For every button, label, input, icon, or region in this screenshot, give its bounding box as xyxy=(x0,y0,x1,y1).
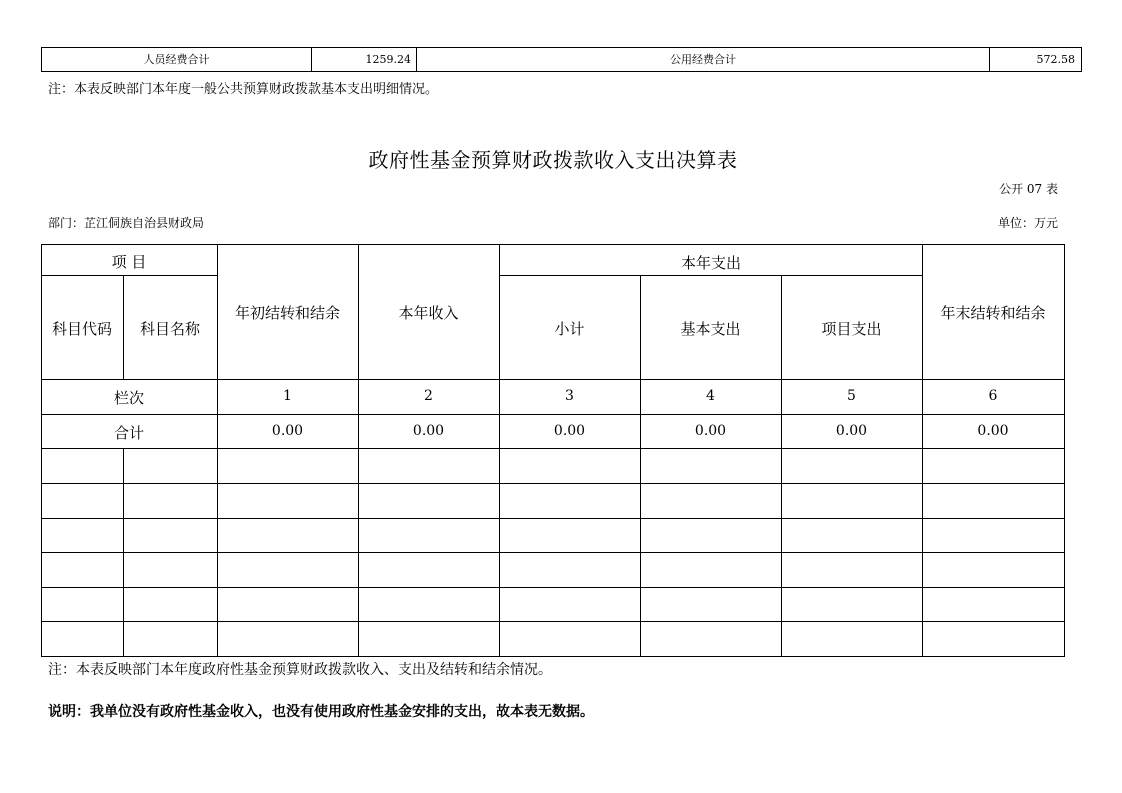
total-cell: 0.00 xyxy=(694,423,727,439)
total-cell: 0.00 xyxy=(977,423,1009,439)
public-total-value: 572.58 xyxy=(989,47,1082,72)
header-divider-expense xyxy=(499,275,923,276)
top-note: 注：本表反映部门本年度一般公共预算财政拨款基本支出明细情况。 xyxy=(48,82,439,97)
page-title: 政府性基金预算财政拨款收入支出决算表 xyxy=(368,148,738,172)
column-index-label: 栏次 xyxy=(113,389,144,407)
bottom-note: 注：本表反映部门本年度政府性基金预算财政拨款收入、支出及结转和结余情况。 xyxy=(48,662,552,678)
header-income: 本年收入 xyxy=(398,304,459,322)
column-index-cell: 4 xyxy=(706,388,715,404)
budget-table xyxy=(41,244,1065,657)
header-divider-item xyxy=(41,275,217,276)
total-cell: 0.00 xyxy=(271,423,304,439)
department-label: 部门：芷江侗族自治县财政局 xyxy=(48,216,205,230)
column-index-cell: 3 xyxy=(565,388,574,404)
header-project: 项目支出 xyxy=(821,320,882,338)
column-index-cell: 6 xyxy=(988,388,998,404)
public-total-label: 公用经费合计 xyxy=(416,47,990,72)
col-divider xyxy=(123,448,124,657)
row-line xyxy=(41,518,1065,519)
form-number: 公开 07 表 xyxy=(999,182,1058,196)
column-index-cell: 1 xyxy=(283,388,292,404)
personnel-total-value: 1259.24 xyxy=(311,47,417,72)
unit-label: 单位：万元 xyxy=(997,216,1058,230)
header-begin-balance: 年初结转和结余 xyxy=(234,304,340,322)
header-end-balance: 年末结转和结余 xyxy=(940,304,1046,322)
total-row-label: 合计 xyxy=(113,424,144,442)
row-line xyxy=(41,552,1065,553)
header-bottom-line xyxy=(41,379,1065,380)
total-cell: 0.00 xyxy=(412,423,445,439)
total-cell: 0.00 xyxy=(835,423,868,439)
total-cell: 0.00 xyxy=(553,423,586,439)
header-item: 项 目 xyxy=(111,253,147,271)
explanation-note: 说明：我单位没有政府性基金收入，也没有使用政府性基金安排的支出，故本表无数据。 xyxy=(48,704,594,720)
column-index-cell: 5 xyxy=(847,388,856,404)
table-border-left xyxy=(41,244,42,657)
summary-strip xyxy=(41,47,1082,72)
header-expense: 本年支出 xyxy=(680,254,741,272)
header-subject-code: 科目代码 xyxy=(51,320,112,338)
header-basic: 基本支出 xyxy=(680,320,741,338)
header-subtotal: 小计 xyxy=(554,320,585,338)
row-line xyxy=(41,448,1065,449)
header-subject-name: 科目名称 xyxy=(139,320,200,338)
row-line xyxy=(41,621,1065,622)
row-line xyxy=(41,414,1065,415)
column-index-cell: 2 xyxy=(424,388,433,404)
personnel-total-label: 人员经费合计 xyxy=(41,47,312,72)
table-border-top xyxy=(41,244,1065,245)
row-line xyxy=(41,483,1065,484)
col-divider xyxy=(499,244,500,657)
row-line xyxy=(41,587,1065,588)
table-border-right xyxy=(1064,244,1065,657)
table-border-bottom xyxy=(41,656,1065,657)
